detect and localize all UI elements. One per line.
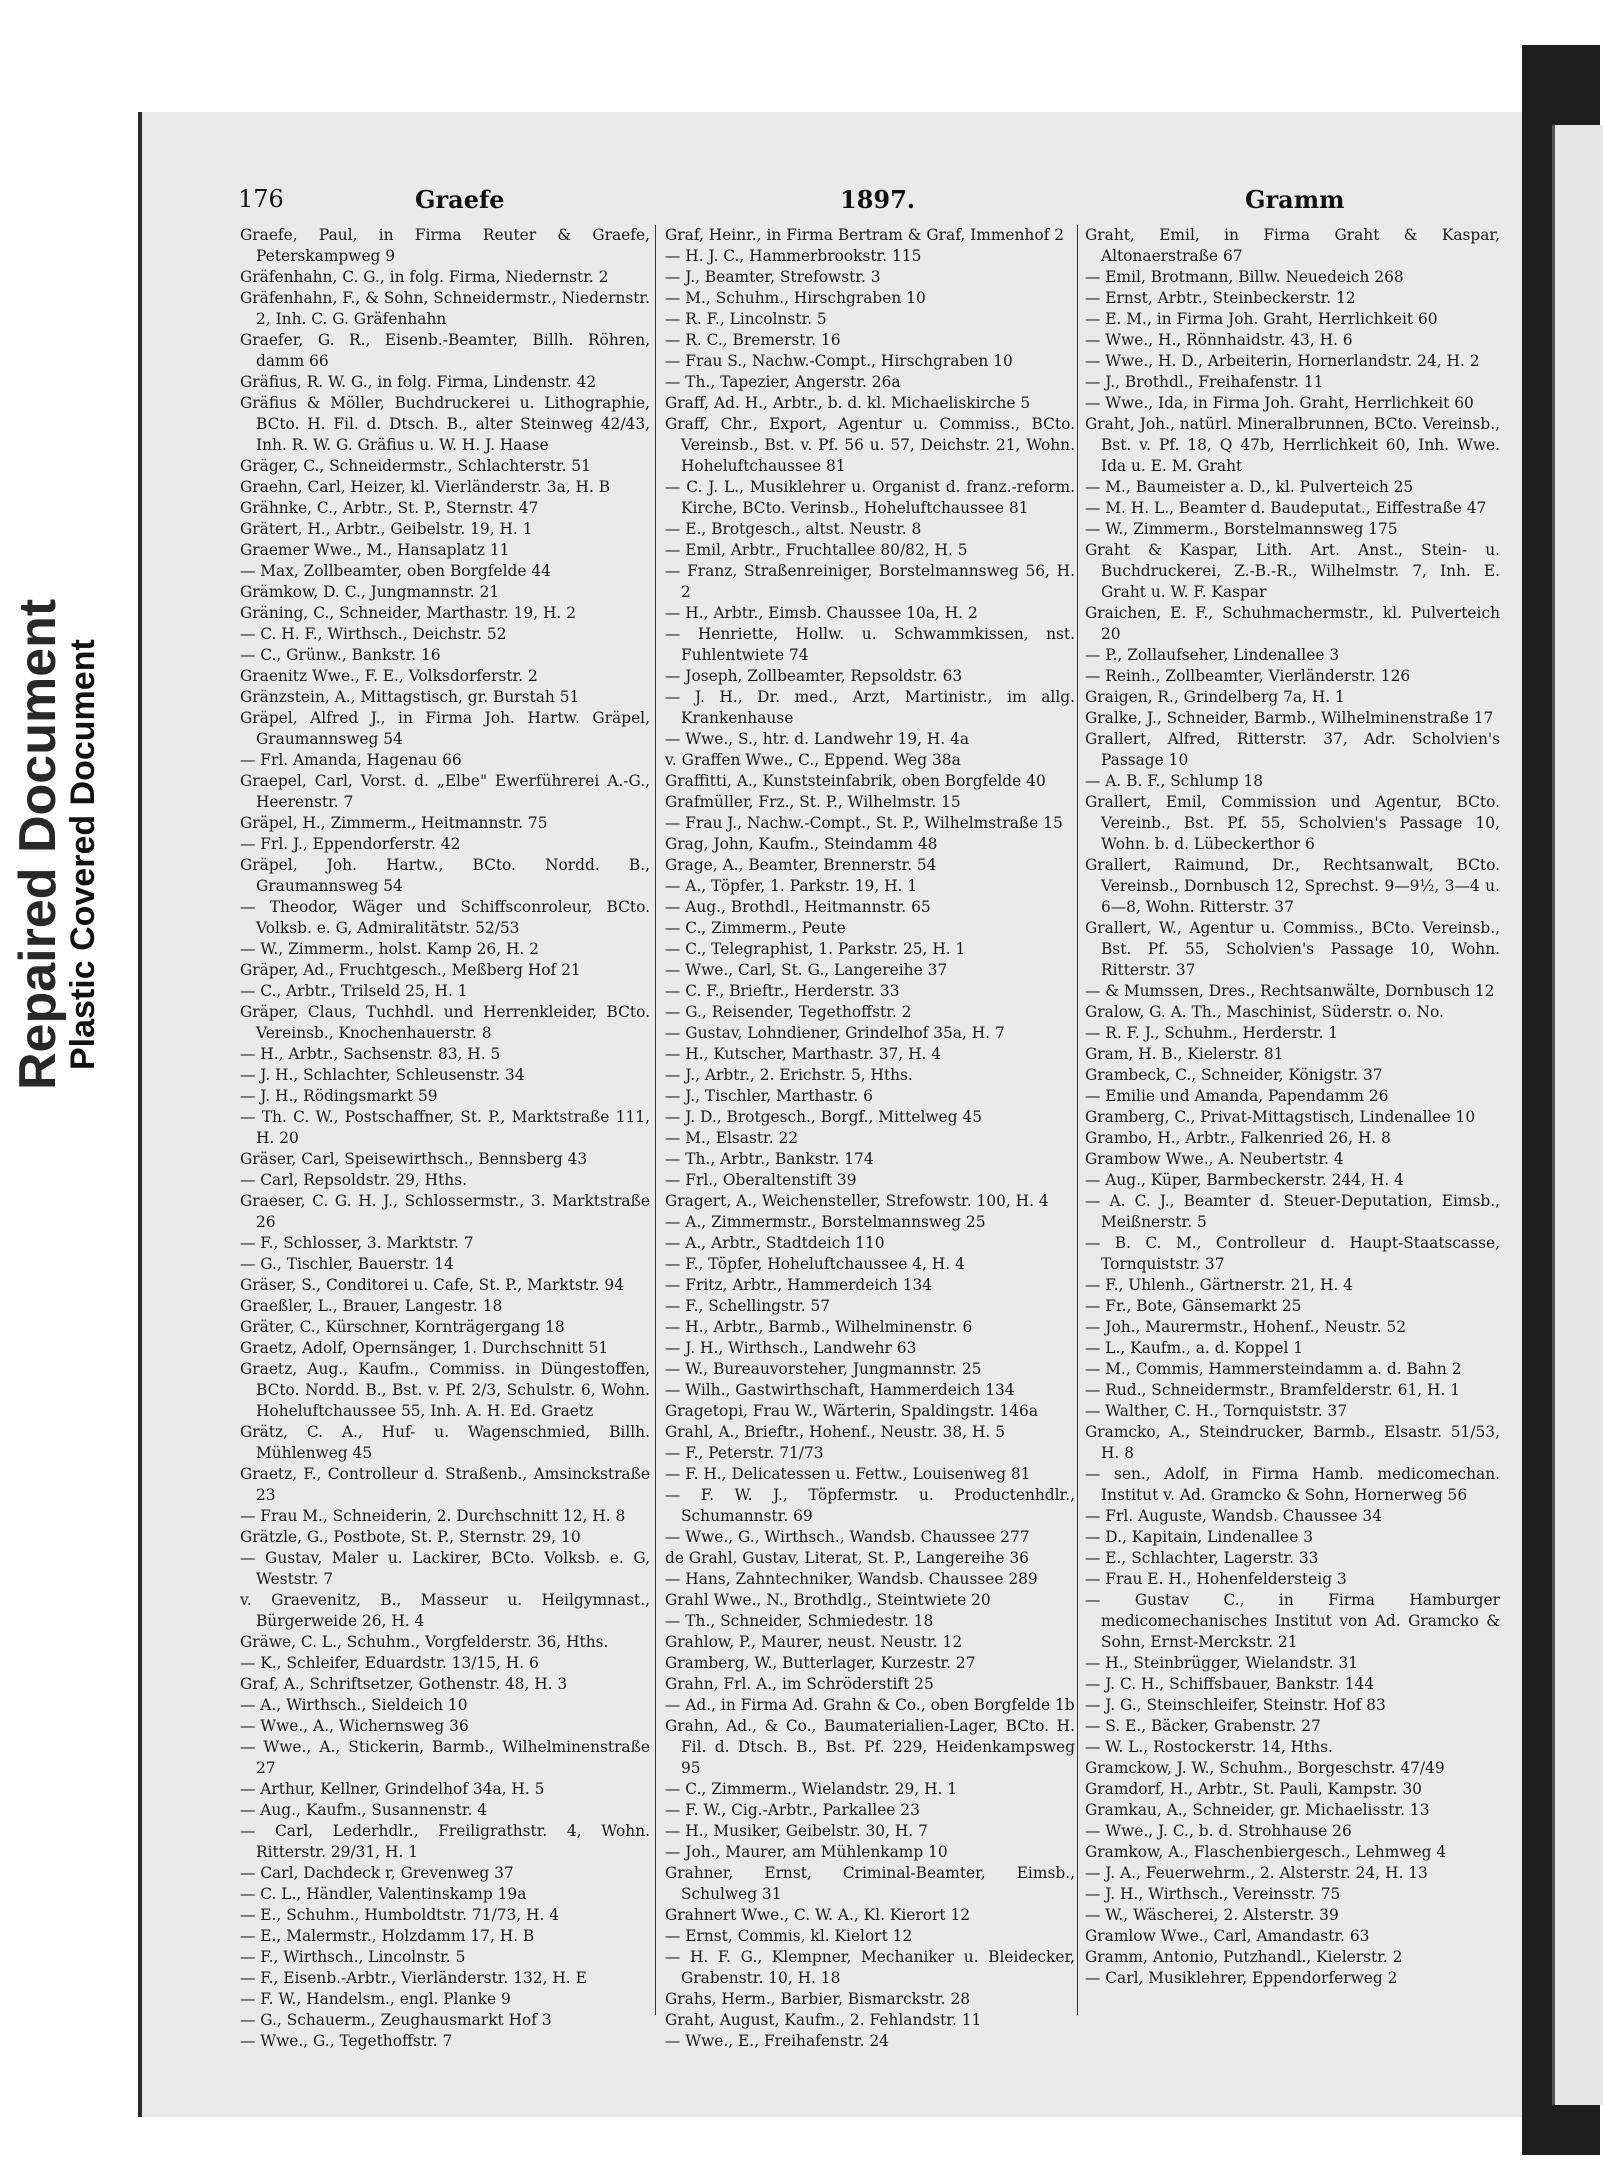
directory-entry: Graht & Kaspar, Lith. Art. Anst., Stein- u. Buchdruckerei, Z.-B.-R., Wilhelmstr. 7, Inh. E. Graht u. W. F. Kaspar <box>1085 541 1500 601</box>
directory-entry: — Carl, Dachdeck r, Grevenweg 37 <box>240 1864 514 1882</box>
directory-entry: Gräfius, R. W. G., in folg. Firma, Lindenstr. 42 <box>240 373 597 391</box>
directory-entry: Grätz, C. A., Huf- u. Wagenschmied, Billh. Mühlenweg 45 <box>240 1423 650 1462</box>
directory-entry: Graf, Heinr., in Firma Bertram & Graf, Immenhof 2 <box>665 226 1064 244</box>
directory-entry: — K., Schleifer, Eduardstr. 13/15, H. 6 <box>240 1654 539 1672</box>
directory-entry: Graht, Joh., natürl. Mineralbrunnen, BCto. Vereinsb., Bst. v. Pf. 18, Q 47b, Herrlichkeit 60, Inh. Wwe. Ida u. E. M. Graht <box>1085 415 1500 475</box>
directory-entry: Gräfenhahn, C. G., in folg. Firma, Niedernstr. 2 <box>240 268 609 286</box>
plastic-covered-label: Plastic Covered Document <box>64 639 102 1070</box>
directory-entry: — Emil, Arbtr., Fruchtallee 80/82, H. 5 <box>665 541 968 559</box>
directory-entry: — Emilie und Amanda, Papendamm 26 <box>1085 1087 1389 1105</box>
directory-entry: — E. M., in Firma Joh. Graht, Herrlichkeit 60 <box>1085 310 1438 328</box>
directory-entry: — M., Baumeister a. D., kl. Pulverteich 25 <box>1085 478 1414 496</box>
directory-entry: Grallert, Emil, Commission und Agentur, BCto. Vereinb., Bst. Pf. 55, Scholvien's Passage 10, Wohn. b. d. Lübeckerthor 6 <box>1085 793 1500 853</box>
directory-entry: — Wwe., G., Tegethoffstr. 7 <box>240 2032 453 2050</box>
directory-entry: — Wwe., Ida, in Firma Joh. Graht, Herrlichkeit 60 <box>1085 394 1474 412</box>
directory-entry: — S. E., Bäcker, Grabenstr. 27 <box>1085 1717 1321 1735</box>
directory-entry: Gramcko, A., Steindrucker, Barmb., Elsastr. 51/53, H. 8 <box>1085 1423 1500 1462</box>
directory-entry: — J. H., Wirthsch., Vereinsstr. 75 <box>1085 1885 1341 1903</box>
directory-entry: — E., Schuhm., Humboldtstr. 71/73, H. 4 <box>240 1906 560 1924</box>
directory-entry: — sen., Adolf, in Firma Hamb. medicomechan. Institut v. Ad. Gramcko & Sohn, Hornerweg 56 <box>1085 1465 1500 1504</box>
directory-entry: Graffitti, A., Kunststeinfabrik, oben Borgfelde 40 <box>665 772 1046 790</box>
directory-entry: — D., Kapitain, Lindenallee 3 <box>1085 1528 1314 1546</box>
directory-entry: — Aug., Brothdl., Heitmannstr. 65 <box>665 898 931 916</box>
directory-entry: — W. L., Rostockerstr. 14, Hths. <box>1085 1738 1333 1756</box>
directory-entry: — H., Arbtr., Barmb., Wilhelminenstr. 6 <box>665 1318 973 1336</box>
directory-entry: — Fritz, Arbtr., Hammerdeich 134 <box>665 1276 933 1294</box>
directory-entry: Graht, Emil, in Firma Graht & Kaspar, Altonaerstraße 67 <box>1085 226 1500 265</box>
directory-entry: Grahnert Wwe., C. W. A., Kl. Kierort 12 <box>665 1906 971 1924</box>
directory-column-3 <box>1085 225 1500 2015</box>
directory-entry: Graefe, Paul, in Firma Reuter & Graefe, Peterskampweg 9 <box>240 226 650 265</box>
directory-entry: Gram, H. B., Kielerstr. 81 <box>1085 1045 1284 1063</box>
directory-entry: — M., Elsastr. 22 <box>665 1129 799 1147</box>
directory-entry: — Wwe., A., Stickerin, Barmb., Wilhelminenstraße 27 <box>240 1738 650 1777</box>
directory-entry: — W., Wäscherei, 2. Alsterstr. 39 <box>1085 1906 1339 1924</box>
directory-entry: — G., Schauerm., Zeughausmarkt Hof 3 <box>240 2011 552 2029</box>
directory-entry: — H. F. G., Klempner, Mechaniker u. Bleidecker, Grabenstr. 10, H. 18 <box>665 1948 1075 1987</box>
header-year: 1897. <box>840 185 916 214</box>
directory-entry: Grahlow, P., Maurer, neust. Neustr. 12 <box>665 1633 963 1651</box>
directory-entry: — Joh., Maurer, am Mühlenkamp 10 <box>665 1843 948 1861</box>
directory-entry: — A., Zimmermstr., Borstelmannsweg 25 <box>665 1213 986 1231</box>
page-header <box>230 185 1510 223</box>
directory-entry: — Ernst, Arbtr., Steinbeckerstr. 12 <box>1085 289 1356 307</box>
directory-entry: Grambow Wwe., A. Neubertstr. 4 <box>1085 1150 1344 1168</box>
directory-entry: Grallert, Raimund, Dr., Rechtsanwalt, BCto. Vereinsb., Dornbusch 12, Sprechst. 9—9½, 3—4 u. 6—8, Wohn. Ritterstr. 37 <box>1085 856 1500 916</box>
directory-entry: — W., Zimmerm., holst. Kamp 26, H. 2 <box>240 940 539 958</box>
directory-entry: Graeßler, L., Brauer, Langestr. 18 <box>240 1297 503 1315</box>
directory-entry: — J. H., Rödingsmarkt 59 <box>240 1087 438 1105</box>
directory-entry: — J., Arbtr., 2. Erichstr. 5, Hths. <box>665 1066 913 1084</box>
directory-entry: — F., Schellingstr. 57 <box>665 1297 831 1315</box>
directory-entry: — Walther, C. H., Tornquiststr. 37 <box>1085 1402 1348 1420</box>
column-divider <box>1077 225 1078 2015</box>
directory-entry: — Frl. Auguste, Wandsb. Chaussee 34 <box>1085 1507 1383 1525</box>
directory-entry: — C., Grünw., Bankstr. 16 <box>240 646 441 664</box>
directory-entry: Grahn, Ad., & Co., Baumaterialien-Lager, BCto. H. Fil. d. Dtsch. B., Bst. Pf. 229, Heidenkampsweg 95 <box>665 1717 1075 1777</box>
directory-entry: — E., Schlachter, Lagerstr. 33 <box>1085 1549 1319 1567</box>
directory-entry: Gramdorf, H., Arbtr., St. Pauli, Kampstr. 30 <box>1085 1780 1422 1798</box>
directory-entry: — C. J. L., Musiklehrer u. Organist d. franz.-reform. Kirche, BCto. Verinsb., Hoheluftchaussee 81 <box>665 478 1075 517</box>
directory-entry: — Frl. J., Eppendorferstr. 42 <box>240 835 461 853</box>
directory-entry: — J. H., Schlachter, Schleusenstr. 34 <box>240 1066 525 1084</box>
directory-entry: — Fr., Bote, Gänsemarkt 25 <box>1085 1297 1302 1315</box>
directory-entry: Graenitz Wwe., F. E., Volksdorferstr. 2 <box>240 667 538 685</box>
directory-entry: — Frau S., Nachw.-Compt., Hirschgraben 10 <box>665 352 1013 370</box>
directory-entry: — J. C. H., Schiffsbauer, Bankstr. 144 <box>1085 1675 1375 1693</box>
directory-entry: — Carl, Musiklehrer, Eppendorferweg 2 <box>1085 1969 1398 1987</box>
directory-entry: — H., Arbtr., Eimsb. Chaussee 10a, H. 2 <box>665 604 978 622</box>
directory-entry: — H., Kutscher, Marthastr. 37, H. 4 <box>665 1045 942 1063</box>
directory-entry: — Reinh., Zollbeamter, Vierländerstr. 126 <box>1085 667 1411 685</box>
directory-entry: — C., Zimmerm., Wielandstr. 29, H. 1 <box>665 1780 958 1798</box>
directory-entry: Graff, Ad. H., Arbtr., b. d. kl. Michaeliskirche 5 <box>665 394 1031 412</box>
directory-entry: — H. J. C., Hammerbrookstr. 115 <box>665 247 922 265</box>
directory-entry: de Grahl, Gustav, Literat, St. P., Langereihe 36 <box>665 1549 1029 1567</box>
directory-entry: Gramkow, A., Flaschenbiergesch., Lehmweg 4 <box>1085 1843 1447 1861</box>
directory-entry: Grahl, A., Brieftr., Hohenf., Neustr. 38, H. 5 <box>665 1423 1005 1441</box>
directory-entry: — C., Telegraphist, 1. Parkstr. 25, H. 1 <box>665 940 966 958</box>
directory-entry: — Joh., Maurermstr., Hohenf., Neustr. 52 <box>1085 1318 1407 1336</box>
directory-entry: — Ad., in Firma Ad. Grahn & Co., oben Borgfelde 1b <box>665 1696 1075 1714</box>
directory-entry: — W., Zimmerm., Borstelmannsweg 175 <box>1085 520 1398 538</box>
directory-entry: — Franz, Straßenreiniger, Borstelmannsweg 56, H. 2 <box>665 562 1075 601</box>
directory-entry: Gralow, G. A. Th., Maschinist, Süderstr. o. No. <box>1085 1003 1444 1021</box>
directory-entry: — F., Wirthsch., Lincolnstr. 5 <box>240 1948 466 1966</box>
directory-entry: Gräpel, Alfred J., in Firma Joh. Hartw. Gräpel, Graumannsweg 54 <box>240 709 650 748</box>
directory-entry: — Aug., Küper, Barmbeckerstr. 244, H. 4 <box>1085 1171 1404 1189</box>
directory-entry: — B. C. M., Controlleur d. Haupt-Staatscasse, Tornquiststr. 37 <box>1085 1234 1500 1273</box>
directory-entry: Grafmüller, Frz., St. P., Wilhelmstr. 15 <box>665 793 961 811</box>
directory-entry: — Joseph, Zollbeamter, Repsoldstr. 63 <box>665 667 963 685</box>
directory-entry: v. Graffen Wwe., C., Eppend. Weg 38a <box>665 751 961 769</box>
directory-entry: Graemer Wwe., M., Hansaplatz 11 <box>240 541 510 559</box>
directory-entry: — Wwe., E., Freihafenstr. 24 <box>665 2032 889 2050</box>
directory-entry: Gramckow, J. W., Schuhm., Borgeschstr. 47/49 <box>1085 1759 1445 1777</box>
directory-entry: — F. W. J., Töpfermstr. u. Productenhdlr., Schumannstr. 69 <box>665 1486 1075 1525</box>
directory-entry: — F., Uhlenh., Gärtnerstr. 21, H. 4 <box>1085 1276 1353 1294</box>
directory-entry: — H., Musiker, Geibelstr. 30, H. 7 <box>665 1822 928 1840</box>
directory-entry: — C., Zimmerm., Peute <box>665 919 846 937</box>
directory-entry: — H., Arbtr., Sachsenstr. 83, H. 5 <box>240 1045 501 1063</box>
directory-entry: — Arthur, Kellner, Grindelhof 34a, H. 5 <box>240 1780 545 1798</box>
directory-entry: — R. F. J., Schuhm., Herderstr. 1 <box>1085 1024 1339 1042</box>
directory-column-2 <box>665 225 1075 2050</box>
directory-entry: Grambo, H., Arbtr., Falkenried 26, H. 8 <box>1085 1129 1391 1147</box>
directory-entry: — Theodor, Wäger und Schiffsconroleur, BCto. Volksb. e. G, Admiralitätstr. 52/53 <box>240 898 650 937</box>
directory-entry: Gräser, S., Conditorei u. Cafe, St. P., Marktstr. 94 <box>240 1276 624 1294</box>
directory-entry: — Carl, Repsoldstr. 29, Hths. <box>240 1171 467 1189</box>
directory-entry: — Wwe., S., htr. d. Landwehr 19, H. 4a <box>665 730 970 748</box>
directory-column-1 <box>240 225 650 2050</box>
directory-entry: — Wwe., Carl, St. G., Langereihe 37 <box>665 961 948 979</box>
directory-entry: Grag, John, Kaufm., Steindamm 48 <box>665 835 938 853</box>
directory-entry: — C., Arbtr., Trilseld 25, H. 1 <box>240 982 468 1000</box>
directory-entry: Graefer, G. R., Eisenb.-Beamter, Billh. Röhren, damm 66 <box>240 331 650 370</box>
directory-entry: — M., Commis, Hammersteindamm a. d. Bahn 2 <box>1085 1360 1462 1378</box>
directory-entry: — Frau J., Nachw.-Compt., St. P., Wilhelmstraße 15 <box>665 814 1063 832</box>
directory-entry: Gramberg, W., Butterlager, Kurzestr. 27 <box>665 1654 976 1672</box>
directory-entry: — J., Beamter, Strefowstr. 3 <box>665 268 881 286</box>
directory-entry: Grallert, Alfred, Ritterstr. 37, Adr. Scholvien's Passage 10 <box>1085 730 1500 769</box>
directory-entry: — C. L., Händler, Valentinskamp 19a <box>240 1885 527 1903</box>
directory-entry: — G., Tischler, Bauerstr. 14 <box>240 1255 454 1273</box>
directory-entry: — Gustav, Maler u. Lackirer, BCto. Volksb. e. G, Weststr. 7 <box>240 1549 650 1588</box>
directory-entry: Gräfenhahn, F., & Sohn, Schneidermstr., Niedernstr. 2, Inh. C. G. Gräfenhahn <box>240 289 650 328</box>
directory-entry: — Wwe., G., Wirthsch., Wandsb. Chaussee 277 <box>665 1528 1030 1546</box>
directory-entry: — C. H. F., Wirthsch., Deichstr. 52 <box>240 625 507 643</box>
directory-entry: — Wilh., Gastwirthschaft, Hammerdeich 134 <box>665 1381 1015 1399</box>
directory-entry: Gräper, Claus, Tuchhdl. und Herrenkleider, BCto. Vereinsb., Knochenhauerstr. 8 <box>240 1003 650 1042</box>
directory-entry: — Emil, Brotmann, Billw. Neuedeich 268 <box>1085 268 1404 286</box>
directory-entry: — Wwe., A., Wichernsweg 36 <box>240 1717 469 1735</box>
directory-entry: — A., Töpfer, 1. Parkstr. 19, H. 1 <box>665 877 918 895</box>
directory-entry: — L., Kaufm., a. d. Koppel 1 <box>1085 1339 1304 1357</box>
directory-entry: — G., Reisender, Tegethoffstr. 2 <box>665 1003 912 1021</box>
directory-entry: — Wwe., H., Rönnhaidstr. 43, H. 6 <box>1085 331 1353 349</box>
directory-entry: — Th., Arbtr., Bankstr. 174 <box>665 1150 874 1168</box>
directory-entry: Gräser, Carl, Speisewirthsch., Bennsberg 43 <box>240 1150 588 1168</box>
directory-entry: — A. C. J., Beamter d. Steuer-Deputation, Eimsb., Meißnerstr. 5 <box>1085 1192 1500 1231</box>
directory-entry: — & Mumssen, Dres., Rechtsanwälte, Dornbusch 12 <box>1085 982 1495 1000</box>
directory-entry: — Rud., Schneidermstr., Bramfelderstr. 61, H. 1 <box>1085 1381 1461 1399</box>
directory-entry: — F., Eisenb.-Arbtr., Vierländerstr. 132, H. E <box>240 1969 587 1987</box>
directory-entry: Gräpel, H., Zimmerm., Heitmannstr. 75 <box>240 814 548 832</box>
directory-entry: Gräter, C., Kürschner, Kornträgergang 18 <box>240 1318 565 1336</box>
directory-entry: — R. F., Lincolnstr. 5 <box>665 310 827 328</box>
directory-entry: — Max, Zollbeamter, oben Borgfelde 44 <box>240 562 551 580</box>
header-left-keyword: Graefe <box>415 185 505 214</box>
directory-entry: Grahn, Frl. A., im Schröderstift 25 <box>665 1675 934 1693</box>
directory-entry: Graetz, Adolf, Opernsänger, 1. Durchschnitt 51 <box>240 1339 609 1357</box>
directory-entry: — Wwe., H. D., Arbeiterin, Hornerlandstr. 24, H. 2 <box>1085 352 1480 370</box>
directory-entry: — J., Tischler, Marthastr. 6 <box>665 1087 873 1105</box>
directory-entry: Grahl Wwe., N., Brothdlg., Steintwiete 20 <box>665 1591 991 1609</box>
directory-entry: — Henriette, Hollw. u. Schwammkissen, nst. Fuhlentwiete 74 <box>665 625 1075 664</box>
directory-entry: Gralke, J., Schneider, Barmb., Wilhelminenstraße 17 <box>1085 709 1494 727</box>
directory-entry: Grähnke, C., Arbtr., St. P., Sternstr. 47 <box>240 499 539 517</box>
directory-entry: — J., Brothdl., Freihafenstr. 11 <box>1085 373 1324 391</box>
directory-entry: — Frau E. H., Hohenfeldersteig 3 <box>1085 1570 1347 1588</box>
directory-entry: — F. W., Handelsm., engl. Planke 9 <box>240 1990 511 2008</box>
directory-entry: — Th. C. W., Postschaffner, St. P., Marktstraße 111, H. 20 <box>240 1108 650 1147</box>
directory-entry: — H., Steinbrügger, Wielandstr. 31 <box>1085 1654 1358 1672</box>
directory-entry: — Wwe., J. C., b. d. Strohhause 26 <box>1085 1822 1352 1840</box>
directory-entry: — R. C., Bremerstr. 16 <box>665 331 841 349</box>
repaired-document-label: Repaired Document <box>9 598 67 1090</box>
directory-entry: — Ernst, Commis, kl. Kielort 12 <box>665 1927 913 1945</box>
directory-entry: Graichen, E. F., Schuhmachermstr., kl. Pulverteich 20 <box>1085 604 1500 643</box>
directory-entry: Gränzstein, A., Mittagstisch, gr. Burstah 51 <box>240 688 580 706</box>
book-binding <box>1522 45 1600 2155</box>
next-page-edge <box>1552 125 1603 2105</box>
directory-entry: — Th., Schneider, Schmiedestr. 18 <box>665 1612 934 1630</box>
directory-entry: Gramberg, C., Privat-Mittagstisch, Lindenallee 10 <box>1085 1108 1476 1126</box>
directory-entry: — Frl., Oberaltenstift 39 <box>665 1171 857 1189</box>
directory-entry: — Gustav C., in Firma Hamburger medicomechanisches Institut von Ad. Gramcko & Sohn, Ernst-Merckstr. 21 <box>1085 1591 1500 1651</box>
directory-entry: Grambeck, C., Schneider, Königstr. 37 <box>1085 1066 1383 1084</box>
directory-entry: — J. H., Dr. med., Arzt, Martinistr., im allg. Krankenhause <box>665 688 1075 727</box>
directory-entry: Gramkau, A., Schneider, gr. Michaelisstr. 13 <box>1085 1801 1430 1819</box>
directory-entry: — P., Zollaufseher, Lindenallee 3 <box>1085 646 1340 664</box>
directory-entry: — Carl, Lederhdlr., Freiligrathstr. 4, Wohn. Ritterstr. 29/31, H. 1 <box>240 1822 650 1861</box>
directory-entry: — Aug., Kaufm., Susannenstr. 4 <box>240 1801 488 1819</box>
directory-entry: Graht, August, Kaufm., 2. Fehlandstr. 11 <box>665 2011 982 2029</box>
directory-entry: Grahs, Herm., Barbier, Bismarckstr. 28 <box>665 1990 971 2008</box>
header-right-keyword: Gramm <box>1245 185 1345 214</box>
directory-entry: Graff, Chr., Export, Agentur u. Commiss., BCto. Vereinsb., Bst. v. Pf. 56 u. 57, Deichstr. 21, Wohn. Hoheluftchaussee 81 <box>665 415 1075 475</box>
directory-entry: — J. A., Feuerwehrm., 2. Alsterstr. 24, H. 13 <box>1085 1864 1428 1882</box>
directory-entry: Graf, A., Schriftsetzer, Gothenstr. 48, H. 3 <box>240 1675 568 1693</box>
directory-entry: — Frl. Amanda, Hagenau 66 <box>240 751 462 769</box>
directory-entry: Graepel, Carl, Vorst. d. „Elbe" Ewerführerei A.-G., Heerenstr. 7 <box>240 772 650 811</box>
directory-entry: Gräwe, C. L., Schuhm., Vorgfelderstr. 36, Hths. <box>240 1633 609 1651</box>
directory-entry: — J. H., Wirthsch., Landwehr 63 <box>665 1339 917 1357</box>
directory-entry: — J. D., Brotgesch., Borgf., Mittelweg 45 <box>665 1108 982 1126</box>
directory-entry: Grämkow, D. C., Jungmannstr. 21 <box>240 583 500 601</box>
directory-entry: Graetz, Aug., Kaufm., Commiss. in Düngestoffen, BCto. Nordd. B., Bst. v. Pf. 2/3, Schulstr. 6, Wohn. Hoheluftchaussee 55, Inh. A. H. Ed. Graetz <box>240 1360 650 1420</box>
directory-entry: — F. W., Cig.-Arbtr., Parkallee 23 <box>665 1801 920 1819</box>
directory-entry: Graehn, Carl, Heizer, kl. Vierländerstr. 3a, H. B <box>240 478 611 496</box>
directory-entry: Grahner, Ernst, Criminal-Beamter, Eimsb., Schulweg 31 <box>665 1864 1075 1903</box>
directory-entry: Gräper, Ad., Fruchtgesch., Meßberg Hof 21 <box>240 961 581 979</box>
directory-entry: — Hans, Zahntechniker, Wandsb. Chaussee 289 <box>665 1570 1038 1588</box>
directory-entry: Gräger, C., Schneidermstr., Schlachterstr. 51 <box>240 457 591 475</box>
directory-entry: Gramm, Antonio, Putzhandl., Kielerstr. 2 <box>1085 1948 1403 1966</box>
directory-entry: — M. H. L., Beamter d. Baudeputat., Eiffestraße 47 <box>1085 499 1487 517</box>
directory-entry: Gräfius & Möller, Buchdruckerei u. Lithographie, BCto. H. Fil. d. Dtsch. B., alter Steinweg 42/43, Inh. R. W. G. Gräfius u. W. H. J. Haase <box>240 394 650 454</box>
directory-entry: — F. H., Delicatessen u. Fettw., Louisenweg 81 <box>665 1465 1031 1483</box>
directory-entry: — F., Schlosser, 3. Marktstr. 7 <box>240 1234 474 1252</box>
page-number: 176 <box>238 185 284 213</box>
directory-entry: — M., Schuhm., Hirschgraben 10 <box>665 289 926 307</box>
directory-entry: — A. B. F., Schlump 18 <box>1085 772 1264 790</box>
directory-entry: — C. F., Brieftr., Herderstr. 33 <box>665 982 900 1000</box>
directory-entry: Grallert, W., Agentur u. Commiss., BCto. Vereinsb., Bst. Pf. 55, Scholvien's Passage 10, Wohn. Ritterstr. 37 <box>1085 919 1500 979</box>
directory-entry: Gragert, A., Weichensteller, Strefowstr. 100, H. 4 <box>665 1192 1049 1210</box>
directory-entry: — J. G., Steinschleifer, Steinstr. Hof 83 <box>1085 1696 1386 1714</box>
directory-entry: — A., Arbtr., Stadtdeich 110 <box>665 1234 885 1252</box>
directory-entry: — E., Brotgesch., altst. Neustr. 8 <box>665 520 922 538</box>
directory-entry: Grage, A., Beamter, Brennerstr. 54 <box>665 856 937 874</box>
directory-entry: — Gustav, Lohndiener, Grindelhof 35a, H. 7 <box>665 1024 1005 1042</box>
directory-entry: v. Graevenitz, B., Masseur u. Heilgymnast., Bürgerweide 26, H. 4 <box>240 1591 650 1630</box>
directory-entry: — E., Malermstr., Holzdamm 17, H. B <box>240 1927 535 1945</box>
directory-entry: — F., Töpfer, Hoheluftchaussee 4, H. 4 <box>665 1255 965 1273</box>
column-divider <box>655 225 656 2015</box>
directory-entry: Gragetopi, Frau W., Wärterin, Spaldingstr. 146a <box>665 1402 1039 1420</box>
directory-entry: Gräning, C., Schneider, Marthastr. 19, H. 2 <box>240 604 577 622</box>
directory-entry: Graetz, F., Controlleur d. Straßenb., Amsinckstraße 23 <box>240 1465 650 1504</box>
directory-entry: Gramlow Wwe., Carl, Amandastr. 63 <box>1085 1927 1370 1945</box>
directory-entry: — F., Peterstr. 71/73 <box>665 1444 824 1462</box>
directory-entry: Graigen, R., Grindelberg 7a, H. 1 <box>1085 688 1345 706</box>
directory-entry: — Frau M., Schneiderin, 2. Durchschnitt 12, H. 8 <box>240 1507 626 1525</box>
directory-entry: Gräpel, Joh. Hartw., BCto. Nordd. B., Graumannsweg 54 <box>240 856 650 895</box>
directory-entry: — W., Bureauvorsteher, Jungmannstr. 25 <box>665 1360 982 1378</box>
directory-entry: — Th., Tapezier, Angerstr. 26a <box>665 373 901 391</box>
directory-entry: Graeser, C. G. H. J., Schlossermstr., 3. Marktstraße 26 <box>240 1192 650 1231</box>
directory-entry: Grätzle, G., Postbote, St. P., Sternstr. 29, 10 <box>240 1528 581 1546</box>
side-label-strip <box>0 0 120 2177</box>
directory-entry: Grätert, H., Arbtr., Geibelstr. 19, H. 1 <box>240 520 533 538</box>
directory-entry: — A., Wirthsch., Sieldeich 10 <box>240 1696 468 1714</box>
